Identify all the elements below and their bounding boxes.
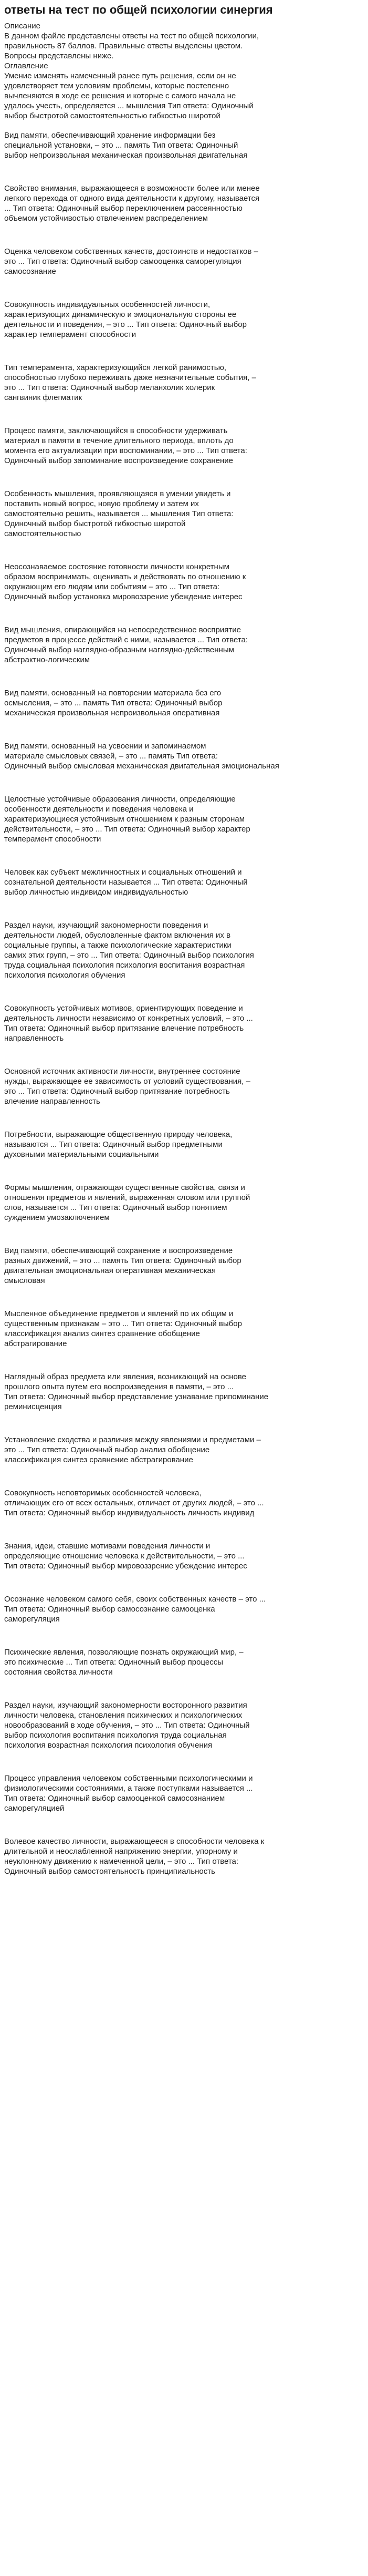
intro-line: выбор быстротой самостоятельностью гибкостью широтой — [4, 111, 220, 120]
question-text-line: классификация синтез сравнение абстрагирование — [4, 1455, 193, 1464]
question-text-line: новообразований в ходе обучения, – это ... Тип ответа: Одиночный — [4, 1721, 250, 1730]
intro-heading-description: Описание — [4, 22, 41, 30]
question-text-line: Неосознаваемое состояние готовности личности конкретным — [4, 562, 229, 571]
question-block — [4, 1594, 364, 1624]
question-text-line: абстрактно-логическим — [4, 655, 90, 664]
question-text-line: Основной источник активности личности, внутреннее состояние — [4, 1067, 240, 1076]
intro-line: Вопросы представлены ниже. — [4, 52, 114, 60]
question-text-line: Процесс управления человеком собственными психологическими и — [4, 1774, 253, 1783]
question-block — [4, 867, 364, 897]
question-text-line: легкого перехода от одного вида деятельности к другому, называется — [4, 194, 260, 203]
question-text-line: отличающих его от всех остальных, отличает от других людей, – это ... — [4, 1499, 264, 1507]
question-text-line: деятельности и поведения, – это ... Тип ответа: Одиночный выбор — [4, 320, 247, 329]
question-text-line: Потребности, выражающие общественную природу человека, — [4, 1130, 233, 1139]
question-text-line: отношения предметов и явлений, выраженная словом или группой — [4, 1193, 250, 1202]
question-block — [4, 1066, 364, 1106]
question-text-line: Тип ответа: Одиночный выбор мировоззрение убеждение интерес — [4, 1562, 247, 1571]
question-text-line: деятельности людей, обусловленные фактом включения их в — [4, 931, 231, 940]
intro-line: В данном файле представлены ответы на тест по общей психологии, — [4, 32, 259, 40]
question-text-line: физиологическими состояниями, а также поступками называется ... — [4, 1784, 253, 1793]
question-block — [4, 794, 364, 844]
intro-heading-toc: Оглавление — [4, 61, 48, 70]
question-text-line: абстрагирование — [4, 1339, 67, 1348]
question-text-line: осмысления, – это ... память Тип ответа: Одиночный выбор — [4, 699, 223, 707]
question-text-line: Вид памяти, обеспечивающий сохранение и воспроизведение — [4, 1246, 233, 1255]
question-text-line: характеризующих динамическую и эмоциональную стороны ее — [4, 310, 237, 319]
question-text-line: Вид памяти, основанный на повторении материала без его — [4, 689, 222, 697]
question-text-line: самосознание — [4, 267, 56, 276]
question-text-line: Человек как субъект межличностных и социальных отношений и — [4, 868, 242, 877]
question-text-line: сангвиник флегматик — [4, 393, 82, 402]
question-text-line: нужды, выражающее ее зависимость от условий существования, – — [4, 1077, 250, 1086]
question-text-line: прошлого опыта путем его воспроизведения в памяти, – это ... — [4, 1382, 234, 1391]
question-text-line: Тип ответа: Одиночный выбор представление узнавание припоминание — [4, 1392, 269, 1401]
question-text-line: разных движений, – это ... память Тип ответа: Одиночный выбор — [4, 1256, 241, 1265]
question-text-line: самостоятельно решить, называется ... мышления Тип ответа: — [4, 509, 234, 518]
question-text-line: Раздел науки, изучающий закономерности восторонного развития — [4, 1701, 247, 1710]
intro-section — [4, 21, 364, 121]
question-text-line: духовными материальными социальными — [4, 1150, 159, 1159]
question-text-line: это ... Тип ответа: Одиночный выбор меланхолик холерик — [4, 383, 215, 392]
intro-line: правильность 87 баллов. Правильные ответы выделены цветом. — [4, 42, 243, 50]
question-text-line: предметов в процессе действий с ними, называется ... Тип ответа: — [4, 635, 248, 644]
question-text-line: определяющие отношение человека к действительности, – это ... — [4, 1552, 245, 1561]
question-text-line: Совокупность индивидуальных особенностей личности, — [4, 300, 211, 309]
question-text-line: Наглядный образ предмета или явления, возникающий на основе — [4, 1372, 246, 1381]
question-text-line: это психические ... Тип ответа: Одиночный выбор процессы — [4, 1658, 224, 1667]
question-text-line: Осознание человеком самого себя, своих собственных качеств – это ... — [4, 1595, 266, 1604]
question-text-line: суждением умозаключением — [4, 1213, 110, 1222]
question-text-line: Вид памяти, обеспечивающий хранение информации без — [4, 131, 216, 140]
question-text-line: реминисценция — [4, 1402, 62, 1411]
question-text-line: Одиночный выбор самостоятельность принципиальность — [4, 1867, 215, 1876]
question-text-line: самостоятельностью — [4, 529, 81, 538]
question-block — [4, 1435, 364, 1465]
question-block — [4, 1309, 364, 1349]
question-text-line: труда социальная психология психология воспитания возрастная — [4, 961, 245, 970]
question-text-line: Процесс памяти, заключающийся в способности удерживать — [4, 426, 228, 435]
question-block — [4, 562, 364, 602]
question-text-line: Совокупность устойчивых мотивов, ориентирующих поведение и — [4, 1004, 243, 1013]
question-text-line: двигательная эмоциональная оперативная механическая — [4, 1266, 216, 1275]
question-text-line: психология психология обучения — [4, 971, 125, 980]
question-text-line: Установление сходства и различия между явлениями и предметами – — [4, 1435, 261, 1444]
question-text-line: Мысленное объединение предметов и явлений по их общим и — [4, 1309, 234, 1318]
question-block — [4, 688, 364, 718]
question-text-line: образом воспринимать, оценивать и действовать по отношению к — [4, 572, 246, 581]
question-text-line: действительности, – это ... Тип ответа: Одиночный выбор характер — [4, 825, 250, 834]
question-text-line: направленность — [4, 1034, 64, 1043]
question-block — [4, 1183, 364, 1223]
question-text-line: момента его актуализации при воспоминании, – это ... Тип ответа: — [4, 446, 247, 455]
intro-line: удовлетворяет тем условиям проблемы, которые постепенно — [4, 81, 229, 90]
question-text-line: Вид мышления, опирающийся на непосредственное восприятие — [4, 625, 241, 634]
question-text-line: Формы мышления, отражающая существенные свойства, связи и — [4, 1183, 245, 1192]
question-text-line: темперамент способности — [4, 835, 101, 844]
question-text-line: деятельность личности независимо от конкретных условий, – это ... — [4, 1014, 253, 1023]
question-text-line: Целостные устойчивые образования личности, определяющие — [4, 795, 236, 804]
question-block — [4, 920, 364, 980]
question-text-line: Совокупность неповторимых особенностей человека, — [4, 1489, 202, 1497]
question-text-line: неуклонному движению к намеченной цели, – это ... Тип ответа: — [4, 1857, 239, 1866]
question-block — [4, 426, 364, 466]
intro-line: удалось учесть, определяется ... мышления Тип ответа: Одиночный — [4, 101, 254, 110]
question-block — [4, 1647, 364, 1677]
question-text-line: характеризующиеся устойчивым отношением к разным сторонам — [4, 815, 245, 824]
question-text-line: Особенность мышления, проявляющаяся в умении увидеть и — [4, 489, 231, 498]
intro-line: вычленяются в ходе ее решения и которые с самого начала не — [4, 91, 236, 100]
question-block — [4, 183, 364, 223]
question-text-line: Одиночный выбор смысловая механическая двигательная эмоциональная — [4, 762, 279, 771]
question-text-line: Тип ответа: Одиночный выбор притязание влечение потребность — [4, 1024, 244, 1033]
question-text-line: особенности деятельности и поведения человека и — [4, 805, 194, 814]
question-text-line: называются ... Тип ответа: Одиночный выбор предметными — [4, 1140, 223, 1149]
question-text-line: сознательной деятельности называется ... Тип ответа: Одиночный — [4, 878, 248, 887]
question-text-line: специальной установки, – это ... память Тип ответа: Одиночный — [4, 141, 238, 150]
question-text-line: способностью глубоко переживать даже незначительные события, – — [4, 373, 257, 382]
question-text-line: личности человека, становления психических и психологических — [4, 1711, 243, 1720]
question-block — [4, 489, 364, 539]
question-text-line: поставить новый вопрос, новую проблему и затем их — [4, 499, 199, 508]
question-text-line: психология возрастная психология психология обучения — [4, 1741, 213, 1750]
question-block — [4, 741, 364, 771]
question-text-line: это ... Тип ответа: Одиночный выбор притязание потребность — [4, 1087, 230, 1096]
question-block — [4, 247, 364, 276]
question-text-line: выбор личностью индивидом индивидуальностью — [4, 888, 188, 897]
question-text-line: Знания, идеи, ставшие мотивами поведения личности и — [4, 1542, 211, 1551]
question-text-line: Одиночный выбор быстротой гибкостью широтой — [4, 519, 186, 528]
question-text-line: самих этих групп, – это ... Тип ответа: Одиночный выбор психология — [4, 951, 254, 960]
question-block — [4, 1773, 364, 1813]
question-block — [4, 1372, 364, 1412]
question-text-line: влечение направленность — [4, 1097, 100, 1106]
question-text-line: Раздел науки, изучающий закономерности поведения и — [4, 921, 208, 930]
question-block — [4, 1700, 364, 1750]
question-text-line: социальные группы, а также психологические характеристики — [4, 941, 232, 950]
question-block — [4, 625, 364, 665]
question-block — [4, 1836, 364, 1876]
question-text-line: Тип ответа: Одиночный выбор самооценкой самосознанием — [4, 1794, 225, 1803]
question-text-line: материал в памяти в течение длительного периода, вплоть до — [4, 436, 234, 445]
question-block — [4, 363, 364, 403]
question-text-line: это ... Тип ответа: Одиночный выбор анализ обобщение — [4, 1445, 210, 1454]
question-text-line: саморегуляцией — [4, 1804, 65, 1813]
question-text-line: ... Тип ответа: Одиночный выбор переключением рассеянностью — [4, 204, 243, 213]
question-text-line: это ... Тип ответа: Одиночный выбор самооценка саморегуляция — [4, 257, 241, 266]
question-text-line: выбор непроизвольная механическая произвольная двигательная — [4, 151, 248, 160]
question-text-line: Одиночный выбор установка мировоззрение убеждение интерес — [4, 592, 243, 601]
question-block — [4, 300, 364, 340]
question-text-line: Оценка человеком собственных качеств, достоинств и недостатков – — [4, 247, 258, 256]
question-text-line: длительной и неослабленной напряжению энергии, упорному и — [4, 1847, 238, 1856]
question-text-line: Волевое качество личности, выражающееся в способности человека к — [4, 1837, 265, 1846]
question-text-line: Вид памяти, основанный на усвоении и запоминаемом — [4, 742, 206, 751]
question-text-line: существенным признакам – это ... Тип ответа: Одиночный выбор — [4, 1319, 242, 1328]
intro-line: Умение изменять намеченный ранее путь решения, если он не — [4, 71, 236, 80]
question-text-line: Тип темперамента, характеризующийся легкой ранимостью, — [4, 363, 226, 372]
question-block — [4, 1541, 364, 1571]
question-block — [4, 1246, 364, 1286]
question-text-line: объемом устойчивостью отвлечением распределением — [4, 214, 208, 223]
question-text-line: Тип ответа: Одиночный выбор самосознание самооценка — [4, 1605, 215, 1614]
question-text-line: классификация анализ синтез сравнение обобщение — [4, 1329, 200, 1338]
question-text-line: Психические явления, позволяющие познать окружающий мир, – — [4, 1648, 244, 1657]
question-text-line: слов, называется ... Тип ответа: Одиночный выбор понятием — [4, 1203, 227, 1212]
question-text-line: механическая произвольная непроизвольная оперативная — [4, 709, 220, 717]
question-block — [4, 1003, 364, 1043]
questions-list — [4, 130, 364, 1876]
question-block — [4, 130, 364, 160]
question-text-line: Одиночный выбор запоминание воспроизведение сохранение — [4, 456, 234, 465]
question-block — [4, 1488, 364, 1518]
question-text-line: материале смысловых связей, – это ... память Тип ответа: — [4, 752, 218, 761]
question-text-line: саморегуляция — [4, 1615, 60, 1624]
question-block — [4, 1130, 364, 1159]
question-text-line: Одиночный выбор наглядно-образным наглядно-действенным — [4, 645, 234, 654]
question-text-line: окружающим его людям или событиям – это ... Тип ответа: — [4, 582, 220, 591]
question-text-line: Тип ответа: Одиночный выбор индивидуальность личность индивид — [4, 1508, 255, 1517]
question-text-line: состояния свойства личности — [4, 1668, 113, 1677]
question-text-line: смысловая — [4, 1276, 45, 1285]
question-text-line: выбор психология воспитания психология труда социальная — [4, 1731, 227, 1740]
question-text-line: характер темперамент способности — [4, 330, 136, 339]
question-text-line: Свойство внимания, выражающееся в возможности более или менее — [4, 184, 260, 193]
page-title: ответы на тест по общей психологии синергия — [4, 3, 273, 16]
